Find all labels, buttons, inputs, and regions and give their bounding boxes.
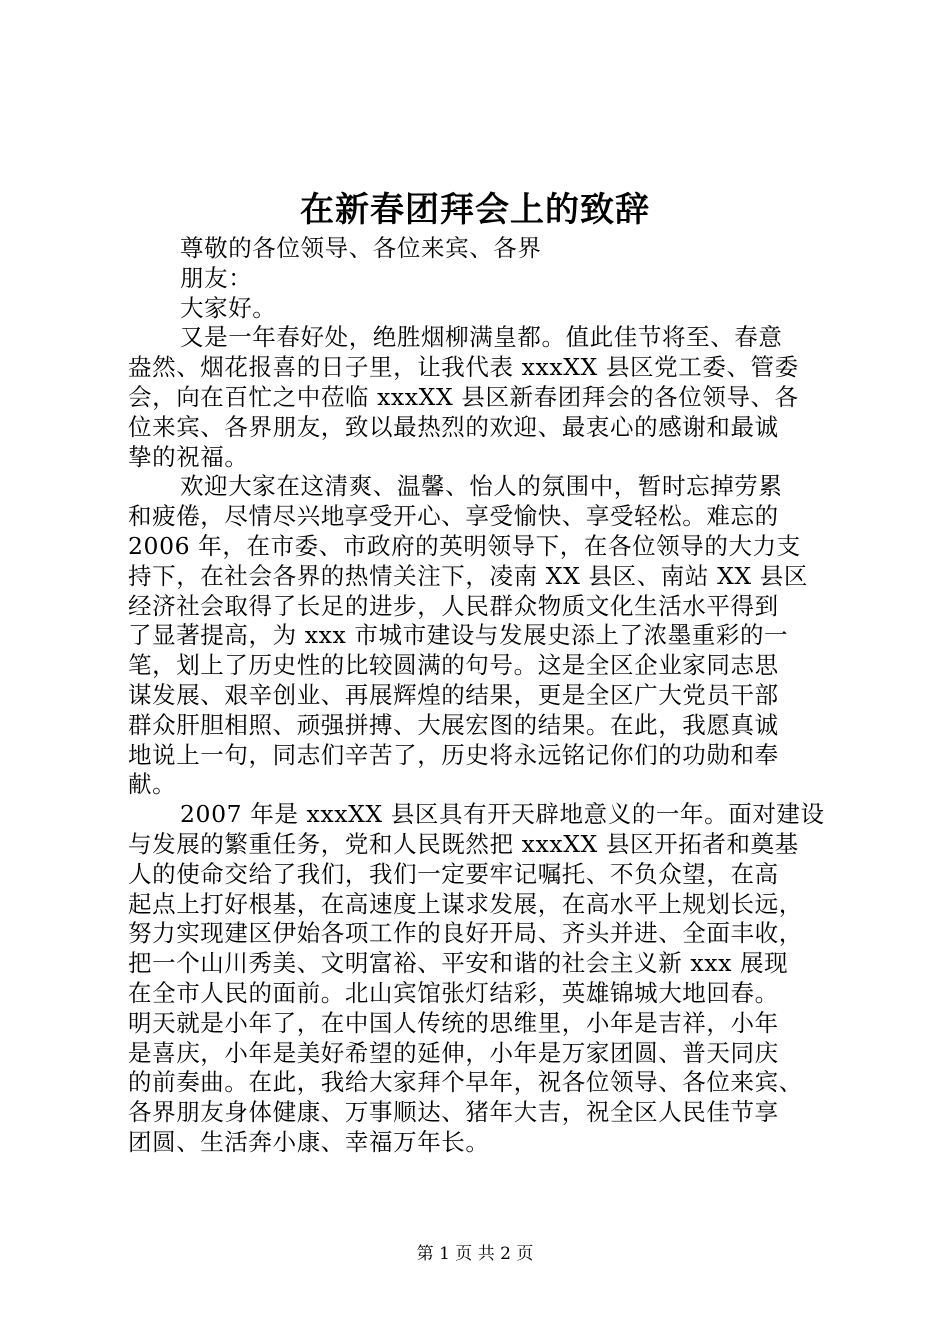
text-line: 大家好。 [180, 293, 277, 322]
text-line: 欢迎大家在这清爽、温馨、怡人的氛围中，暂时忘掉劳累 [180, 472, 783, 501]
document-title: 在新春团拜会上的致辞 [300, 190, 650, 230]
text-line: 团圆、生活奔小康、幸福万年长。 [128, 1127, 490, 1156]
text-line: 是喜庆，小年是美好希望的延伸，小年是万家团圆、普天同庆 [128, 1038, 779, 1067]
text-line: 与发展的繁重任务，党和人民既然把 xxxXX 县区开拓者和奠基 [128, 829, 799, 858]
text-line: 起点上打好根基，在高速度上谋求发展，在高水平上规划长远， [128, 889, 803, 918]
text-line: 努力实现建区伊始各项工作的良好开局、齐头并进、全面丰收， [128, 919, 803, 948]
text-line: 朋友： [180, 263, 253, 292]
text-line: 的前奏曲。在此，我给大家拜个早年，祝各位领导、各位来宾、 [128, 1068, 803, 1097]
text-line: 献。 [128, 770, 177, 799]
text-line: 挚的祝福。 [128, 442, 249, 471]
text-line: 又是一年春好处，绝胜烟柳满皇都。值此佳节将至、春意 [180, 323, 783, 352]
text-line: 和疲倦，尽情尽兴地享受开心、享受愉快、享受轻松。难忘的 [128, 502, 779, 531]
text-line: 群众肝胆相照、顽强拼搏、大展宏图的结果。在此，我愿真诚 [128, 710, 779, 739]
text-line: 明天就是小年了，在中国人传统的思维里，小年是吉祥，小年 [128, 1008, 779, 1037]
text-line: 2007 年是 xxxXX 县区具有开天辟地意义的一年。面对建设 [180, 800, 825, 829]
text-line: 笔，划上了历史性的比较圆满的句号。这是全区企业家同志思 [128, 651, 779, 680]
text-line: 持下，在社会各界的热情关注下，凌南 XX 县区、南站 XX 县区 [128, 561, 808, 590]
document-body [128, 234, 828, 1158]
page-footer: 第 1 页 共 2 页 [416, 1244, 534, 1264]
text-line: 地说上一句，同志们辛苦了，历史将永远铭记你们的功勋和奉 [128, 740, 779, 769]
text-line: 经济社会取得了长足的进步，人民群众物质文化生活水平得到 [128, 591, 779, 620]
text-line: 各界朋友身体健康、万事顺达、猪年大吉，祝全区人民佳节享 [128, 1098, 779, 1127]
text-line: 了显著提高，为 xxx 市城市建设与发展史添上了浓墨重彩的一 [128, 621, 789, 650]
text-line: 在全市人民的面前。北山宾馆张灯结彩，英雄锦城大地回春。 [128, 978, 779, 1007]
text-line: 尊敬的各位领导、各位来宾、各界 [180, 234, 542, 262]
text-line: 2006 年，在市委、市政府的英明领导下，在各位领导的大力支 [128, 531, 801, 560]
text-line: 盎然、烟花报喜的日子里，让我代表 xxxXX 县区党工委、管委 [128, 353, 799, 382]
text-line: 人的使命交给了我们，我们一定要牢记嘱托、不负众望，在高 [128, 859, 779, 888]
text-line: 会，向在百忙之中莅临 xxxXX 县区新春团拜会的各位领导、各 [128, 382, 799, 411]
text-line: 谋发展、艰辛创业、再展辉煌的结果，更是全区广大党员干部 [128, 680, 779, 709]
text-line: 把一个山川秀美、文明富裕、平安和谐的社会主义新 xxx 展现 [128, 949, 789, 978]
text-line: 位来宾、各界朋友，致以最热烈的欢迎、最衷心的感谢和最诚 [128, 412, 779, 441]
